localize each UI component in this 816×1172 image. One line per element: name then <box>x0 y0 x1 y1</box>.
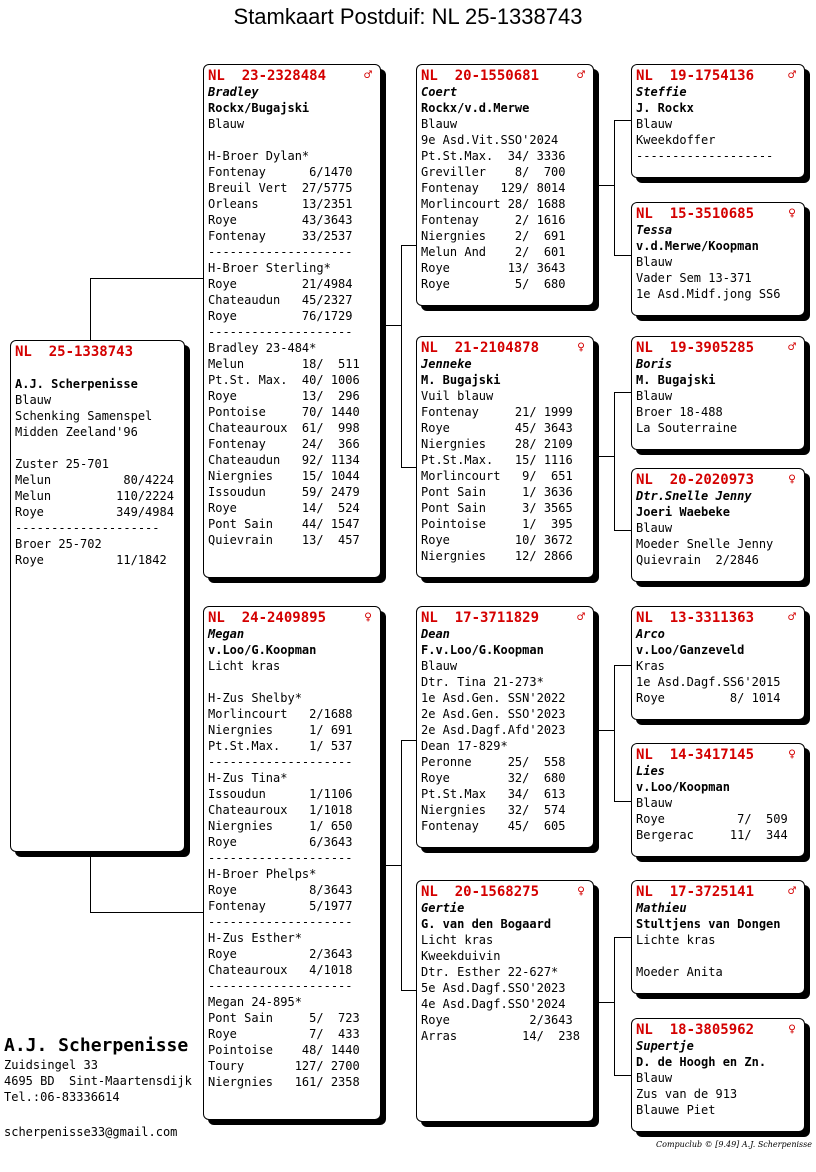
detail-line: Chateaudun 45/2327 <box>208 293 353 307</box>
detail-line: 1e Asd.Midf.jong SS6 <box>636 287 781 301</box>
pigeon-name: Steffie <box>636 85 687 99</box>
paternal-grandmother-card <box>416 336 594 578</box>
detail-line: -------------------- <box>208 851 353 865</box>
detail-line: Morlincourt 9/ 651 <box>421 469 573 483</box>
ring-number: NL 19-1754136 <box>636 68 755 84</box>
sex-icon: ♂ <box>788 340 796 355</box>
detail-line: -------------------- <box>208 325 353 339</box>
detail-line: Roye 10/ 3672 <box>421 533 573 547</box>
detail-lines <box>636 658 800 706</box>
detail-line: Broer 18-488 <box>636 405 723 419</box>
detail-line: Roye 349/4984 <box>15 505 174 519</box>
detail-line: Chateauroux 1/1018 <box>208 803 353 817</box>
detail-line: Roye 7/ 433 <box>208 1027 360 1041</box>
detail-line: Roye 11/1842 <box>15 553 167 567</box>
pigeon-name: Megan <box>208 627 245 641</box>
detail-line: Blauw <box>636 255 673 269</box>
detail-line: Licht kras <box>208 659 281 673</box>
detail-line: Orleans 13/2351 <box>208 197 353 211</box>
detail-line: Fontenay 6/1470 <box>208 165 353 179</box>
owner-name: G. van den Bogaard <box>421 917 552 931</box>
ring-number: NL 21-2104878 <box>421 340 540 356</box>
detail-lines <box>636 520 800 568</box>
detail-line: Zus van de 913 <box>636 1087 738 1101</box>
detail-line: Zuidsingel 33 <box>4 1058 98 1072</box>
detail-line: Pontoise 70/ 1440 <box>208 405 360 419</box>
ring-number: NL 20-2020973 <box>636 472 755 488</box>
sex-icon: ♂ <box>788 610 796 625</box>
mother-card <box>203 606 381 1120</box>
detail-line: Peronne 25/ 558 <box>421 755 566 769</box>
connector <box>614 665 615 801</box>
detail-lines <box>636 388 800 436</box>
detail-line: Dtr. Tina 21-273* <box>421 675 544 689</box>
detail-line: 1e Asd.Dagf.SS6'2015 <box>636 675 781 689</box>
detail-lines <box>421 932 589 1044</box>
detail-line: H-Broer Sterling* <box>208 261 331 275</box>
detail-line: Tel.:06-83336614 <box>4 1090 120 1104</box>
connector <box>614 392 632 393</box>
connector <box>614 801 632 802</box>
ring-number: NL 17-3725141 <box>636 884 755 900</box>
connector <box>90 278 91 340</box>
detail-line: H-Zus Shelby* <box>208 691 302 705</box>
owner-name: v.Loo/Koopman <box>636 780 730 794</box>
detail-line: Morlincourt 2/1688 <box>208 707 353 721</box>
connector <box>401 467 417 468</box>
detail-line: Quievrain 13/ 457 <box>208 533 360 547</box>
detail-line: Niergnies 1/ 650 <box>208 819 353 833</box>
detail-line: Roye 13/ 296 <box>208 389 360 403</box>
detail-line: H-Zus Esther* <box>208 931 302 945</box>
detail-line: Pont Sain 44/ 1547 <box>208 517 360 531</box>
owner-name: D. de Hoogh en Zn. <box>636 1055 767 1069</box>
detail-line: Blauw <box>636 796 673 810</box>
ggp-card-fmf <box>631 336 805 450</box>
owner-name: Stultjens van Dongen <box>636 917 781 931</box>
sex-icon: ♂ <box>364 68 372 83</box>
connector <box>381 325 401 326</box>
detail-line: Kweekduivin <box>421 949 501 963</box>
connector <box>614 530 632 531</box>
connector <box>594 1002 614 1003</box>
detail-line: 2e Asd.Dagf.Afd'2023 <box>421 723 566 737</box>
ring-number: NL 18-3805962 <box>636 1022 755 1038</box>
pigeon-name: Mathieu <box>636 901 687 915</box>
connector <box>614 392 615 530</box>
detail-line: Lichte kras <box>636 933 716 947</box>
ggp-card-mfm <box>631 743 805 857</box>
detail-lines <box>636 116 800 164</box>
detail-line: H-Zus Tina* <box>208 771 288 785</box>
detail-lines <box>208 116 376 548</box>
detail-line: Pt.St.Max 34/ 613 <box>421 787 566 801</box>
detail-line: H-Broer Dylan* <box>208 149 310 163</box>
detail-lines <box>208 658 376 1090</box>
detail-line: Blauw <box>636 521 673 535</box>
pigeon-name: Dean <box>421 627 450 641</box>
detail-line: Bradley 23-484* <box>208 341 317 355</box>
pigeon-name: Boris <box>636 357 673 371</box>
detail-line: Blauw <box>15 393 52 407</box>
detail-line: Melun 110/2224 <box>15 489 174 503</box>
detail-line: Melun 80/4224 <box>15 473 174 487</box>
connector <box>614 1075 632 1076</box>
ring-number: NL 23-2328484 <box>208 68 327 84</box>
detail-line: Greviller 8/ 700 <box>421 165 566 179</box>
owner-name: M. Bugajski <box>636 373 716 387</box>
sex-icon: ♀ <box>788 747 796 762</box>
detail-line: Broer 25-702 <box>15 537 102 551</box>
detail-lines <box>421 658 589 834</box>
detail-line: Fontenay 129/ 8014 <box>421 181 566 195</box>
detail-line: -------------------- <box>208 755 353 769</box>
detail-line: Pt.St.Max. 15/ 1116 <box>421 453 573 467</box>
connector <box>614 120 615 255</box>
detail-line: 4695 BD Sint-Maartensdijk <box>4 1074 192 1088</box>
detail-line: Melun 18/ 511 <box>208 357 360 371</box>
ggp-card-mmm <box>631 1018 805 1132</box>
detail-line: Vuil blauw <box>421 389 494 403</box>
detail-line: Breuil Vert 27/5775 <box>208 181 353 195</box>
sex-icon: ♀ <box>364 610 372 625</box>
detail-line <box>15 440 180 456</box>
pigeon-name: Tessa <box>636 223 673 237</box>
sex-icon: ♂ <box>577 610 585 625</box>
connector <box>401 740 402 990</box>
connector <box>401 740 417 741</box>
detail-line: Pont Sain 3/ 3565 <box>421 501 573 515</box>
detail-line: Roye 8/3643 <box>208 883 353 897</box>
ggp-card-fmm <box>631 468 805 582</box>
detail-line: Roye 32/ 680 <box>421 771 566 785</box>
detail-line: Moeder Anita <box>636 965 723 979</box>
detail-line: Fontenay 24/ 366 <box>208 437 360 451</box>
detail-line: ------------------- <box>636 149 774 163</box>
detail-line: Niergnies 32/ 574 <box>421 803 566 817</box>
ggp-card-ffm <box>631 202 805 316</box>
owner-name: v.Loo/Ganzeveld <box>636 643 745 657</box>
pigeon-name: Dtr.Snelle Jenny <box>636 489 752 503</box>
detail-line: Roye 45/ 3643 <box>421 421 573 435</box>
sex-icon: ♀ <box>788 472 796 487</box>
detail-line: Blauwe Piet <box>636 1103 716 1117</box>
ring-number: NL 14-3417145 <box>636 747 755 763</box>
detail-line: -------------------- <box>208 979 353 993</box>
ring-number: NL 24-2409895 <box>208 610 327 626</box>
ring-number: NL 20-1568275 <box>421 884 540 900</box>
detail-line: Roye 2/3643 <box>421 1013 573 1027</box>
pigeon-name: Coert <box>421 85 458 99</box>
detail-lines <box>636 1070 800 1118</box>
ring-number: NL 20-1550681 <box>421 68 540 84</box>
spacer <box>15 360 180 376</box>
detail-lines <box>421 116 589 292</box>
detail-line: Blauw <box>421 659 458 673</box>
connector <box>614 255 632 256</box>
connector <box>614 937 615 1075</box>
connector <box>401 245 417 246</box>
detail-line: Pont Sain 5/ 723 <box>208 1011 360 1025</box>
detail-line: Blauw <box>208 117 245 131</box>
detail-line: Niergnies 15/ 1044 <box>208 469 360 483</box>
pigeon-name: Arco <box>636 627 665 641</box>
detail-line: Niergnies 28/ 2109 <box>421 437 573 451</box>
detail-line: -------------------- <box>208 915 353 929</box>
detail-line: Roye 8/ 1014 <box>636 691 781 705</box>
sex-icon: ♂ <box>788 884 796 899</box>
owner-name: v.Loo/G.Koopman <box>208 643 317 657</box>
detail-line: Pont Sain 1/ 3636 <box>421 485 573 499</box>
detail-line: Dtr. Esther 22-627* <box>421 965 559 979</box>
owner-name: J. Rockx <box>636 101 694 115</box>
ring-number: NL 13-3311363 <box>636 610 755 626</box>
detail-line: Fontenay 45/ 605 <box>421 819 566 833</box>
detail-line: Fontenay 33/2537 <box>208 229 353 243</box>
ring-number: NL 25-1338743 <box>15 344 134 360</box>
connector <box>614 937 632 938</box>
detail-lines <box>636 795 800 843</box>
owner-name: M. Bugajski <box>421 373 501 387</box>
connector <box>594 185 614 186</box>
pigeon-name: Bradley <box>208 85 259 99</box>
ggp-card-fff <box>631 64 805 178</box>
detail-line: Blauw <box>636 117 673 131</box>
detail-line: Arras 14/ 238 <box>421 1029 580 1043</box>
breeder-info <box>4 1035 192 1105</box>
owner-name: Rockx/v.d.Merwe <box>421 101 530 115</box>
sex-icon: ♀ <box>577 884 585 899</box>
detail-lines <box>636 254 800 302</box>
detail-line: Pt.St. Max. 40/ 1006 <box>208 373 360 387</box>
connector <box>594 730 614 731</box>
detail-line: Pointoise 48/ 1440 <box>208 1043 360 1057</box>
connector <box>381 865 401 866</box>
detail-line <box>636 948 800 964</box>
sex-icon: ♀ <box>788 1022 796 1037</box>
owner-name: Joeri Waebeke <box>636 505 730 519</box>
detail-line: Kras <box>636 659 665 673</box>
maternal-grandmother-card <box>416 880 594 1122</box>
owner-name: v.d.Merwe/Koopman <box>636 239 759 253</box>
owner-name: Rockx/Bugajski <box>208 101 310 115</box>
detail-line: -------------------- <box>15 521 160 535</box>
owner-name: F.v.Loo/G.Koopman <box>421 643 544 657</box>
detail-line: Pt.St.Max. 1/ 537 <box>208 739 353 753</box>
detail-line: Morlincourt 28/ 1688 <box>421 197 566 211</box>
subject-card <box>10 340 185 852</box>
detail-line: Fontenay 2/ 1616 <box>421 213 566 227</box>
pigeon-name: Gertie <box>421 901 465 915</box>
detail-line: Schenking Samenspel <box>15 409 153 423</box>
detail-line: Midden Zeeland'96 <box>15 425 138 439</box>
sex-icon: ♂ <box>577 68 585 83</box>
connector <box>614 120 632 121</box>
detail-line: Issoudun 59/ 2479 <box>208 485 360 499</box>
detail-line: Roye 76/1729 <box>208 309 353 323</box>
detail-line: -------------------- <box>208 245 353 259</box>
father-card <box>203 64 381 578</box>
detail-line: Chateaudun 92/ 1134 <box>208 453 360 467</box>
ring-number: NL 17-3711829 <box>421 610 540 626</box>
pigeon-name: Jenneke <box>421 357 472 371</box>
detail-line: H-Broer Phelps* <box>208 867 317 881</box>
breeder-email[interactable]: scherpenisse33@gmail.com <box>4 1125 178 1139</box>
detail-line: Toury 127/ 2700 <box>208 1059 360 1073</box>
detail-line: Pointoise 1/ 395 <box>421 517 573 531</box>
sex-icon: ♀ <box>577 340 585 355</box>
detail-line: Issoudun 1/1106 <box>208 787 353 801</box>
connector <box>90 912 204 913</box>
detail-line: Roye 6/3643 <box>208 835 353 849</box>
detail-line: La Souterraine <box>636 421 738 435</box>
detail-line: Quievrain 2/2846 <box>636 553 759 567</box>
detail-line: Blauw <box>636 1071 673 1085</box>
ring-number: NL 15-3510685 <box>636 206 755 222</box>
connector <box>401 990 417 991</box>
footer-credit: Compuclub © [9.49] A.J. Scherpenisse <box>656 1140 812 1149</box>
detail-line: Zuster 25-701 <box>15 457 109 471</box>
detail-line: Chateauroux 4/1018 <box>208 963 353 977</box>
connector <box>401 245 402 467</box>
detail-line: 4e Asd.Dagf.SSO'2024 <box>421 997 566 1011</box>
detail-line: 1e Asd.Gen. SSN'2022 <box>421 691 566 705</box>
owner-name: A.J. Scherpenisse <box>15 377 138 391</box>
ggp-card-mmf <box>631 880 805 994</box>
sex-icon: ♀ <box>788 206 796 221</box>
maternal-grandfather-card <box>416 606 594 848</box>
detail-line: Blauw <box>421 117 458 131</box>
connector <box>614 665 632 666</box>
detail-line: Dean 17-829* <box>421 739 508 753</box>
detail-line: Pt.St.Max. 34/ 3336 <box>421 149 566 163</box>
detail-lines <box>15 392 180 568</box>
detail-line: Roye 43/3643 <box>208 213 353 227</box>
breeder-name: A.J. Scherpenisse <box>4 1035 189 1056</box>
detail-line: Niergnies 1/ 691 <box>208 723 353 737</box>
detail-line: Roye 5/ 680 <box>421 277 566 291</box>
detail-line: Kweekdoffer <box>636 133 716 147</box>
page-title: Stamkaart Postduif: NL 25-1338743 <box>233 4 583 29</box>
detail-line: Roye 14/ 524 <box>208 501 360 515</box>
detail-line: Moeder Snelle Jenny <box>636 537 774 551</box>
detail-lines <box>421 388 589 564</box>
detail-line: Vader Sem 13-371 <box>636 271 752 285</box>
detail-line: Niergnies 2/ 691 <box>421 229 566 243</box>
pigeon-name: Lies <box>636 764 665 778</box>
detail-line: Niergnies 161/ 2358 <box>208 1075 360 1089</box>
detail-line: Licht kras <box>421 933 494 947</box>
detail-line: Roye 2/3643 <box>208 947 353 961</box>
detail-line: Roye 7/ 509 <box>636 812 788 826</box>
detail-line: Fontenay 5/1977 <box>208 899 353 913</box>
detail-line: Roye 13/ 3643 <box>421 261 566 275</box>
detail-line: 2e Asd.Gen. SSO'2023 <box>421 707 566 721</box>
detail-line: Bergerac 11/ 344 <box>636 828 788 842</box>
paternal-grandfather-card <box>416 64 594 306</box>
detail-line: Roye 21/4984 <box>208 277 353 291</box>
ring-number: NL 19-3905285 <box>636 340 755 356</box>
pigeon-name: Supertje <box>636 1039 694 1053</box>
connector <box>594 456 614 457</box>
detail-line: 5e Asd.Dagf.SSO'2023 <box>421 981 566 995</box>
detail-line: Megan 24-895* <box>208 995 302 1009</box>
sex-icon: ♂ <box>788 68 796 83</box>
detail-lines <box>636 932 800 980</box>
breeder-address <box>4 1057 192 1105</box>
detail-line: Blauw <box>636 389 673 403</box>
detail-line: Chateauroux 61/ 998 <box>208 421 360 435</box>
detail-line: Melun And 2/ 601 <box>421 245 566 259</box>
detail-line <box>208 674 376 690</box>
detail-line <box>208 132 376 148</box>
detail-line: Niergnies 12/ 2866 <box>421 549 573 563</box>
ggp-card-mff <box>631 606 805 720</box>
connector <box>90 852 91 912</box>
detail-line: 9e Asd.Vit.SSO'2024 <box>421 133 559 147</box>
connector <box>90 278 204 279</box>
detail-line: Fontenay 21/ 1999 <box>421 405 573 419</box>
